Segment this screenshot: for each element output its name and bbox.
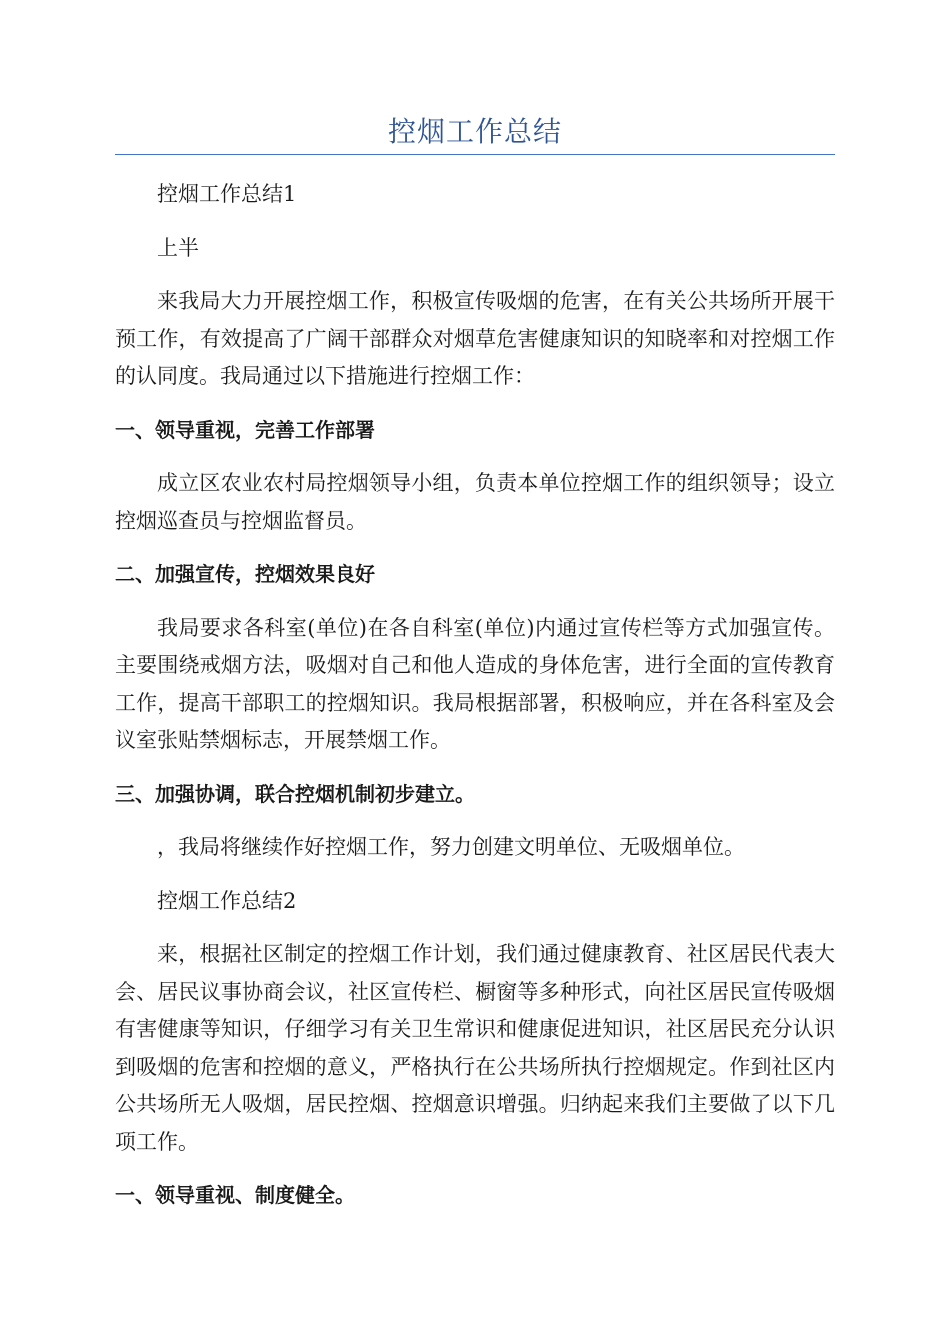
paragraph: 成立区农业农村局控烟领导小组，负责本单位控烟工作的组织领导；设立控烟巡查员与控烟监督员。 (115, 471, 835, 533)
paragraph: 来我局大力开展控烟工作，积极宣传吸烟的危害，在有关公共场所开展干预工作，有效提高了广阔干部群众对烟草危害健康知识的知晓率和对控烟工作的认同度。我局通过以下措施进行控烟工作： (115, 289, 835, 388)
document-title: 控烟工作总结 (387, 115, 562, 148)
paragraph: 上半 (157, 235, 199, 260)
paragraph: 我局要求各科室(单位)在各自科室(单位)内通过宣传栏等方式加强宣传。主要围绕戒烟方法，吸烟对自己和他人造成的身体危害，进行全面的宣传教育工作，提高干部职工的控烟知识。我局根据部署，积极响应，并在各科室及会议室张贴禁烟标志，开展禁烟工作。 (115, 615, 835, 752)
document-body (115, 176, 835, 1215)
paragraph: ，我局将继续作好控烟工作，努力创建文明单位、无吸烟单位。 (157, 835, 745, 859)
section-1-heading: 控烟工作总结1 (157, 182, 297, 206)
subheading: 一、领导重视、制度健全。 (115, 1183, 355, 1207)
section-2-heading: 控烟工作总结2 (157, 888, 297, 913)
subheading: 一、领导重视，完善工作部署 (115, 417, 375, 442)
paragraph: 来，根据社区制定的控烟工作计划，我们通过健康教育、社区居民代表大会、居民议事协商会议，社区宣传栏、橱窗等多种形式，向社区居民宣传吸烟有害健康等知识，仔细学习有关卫生常识和健康促进知识，社区居民充分认识到吸烟的危害和控烟的意义，严格执行在公共场所执行控烟规定。作到社区内公共场所无人吸烟，居民控烟、控烟意识增强。归纳起来我们主要做了以下几项工作。 (115, 942, 835, 1154)
title-underline (115, 154, 835, 155)
subheading: 二、加强宣传，控烟效果良好 (115, 562, 375, 586)
subheading: 三、加强协调，联合控烟机制初步建立。 (115, 781, 475, 806)
